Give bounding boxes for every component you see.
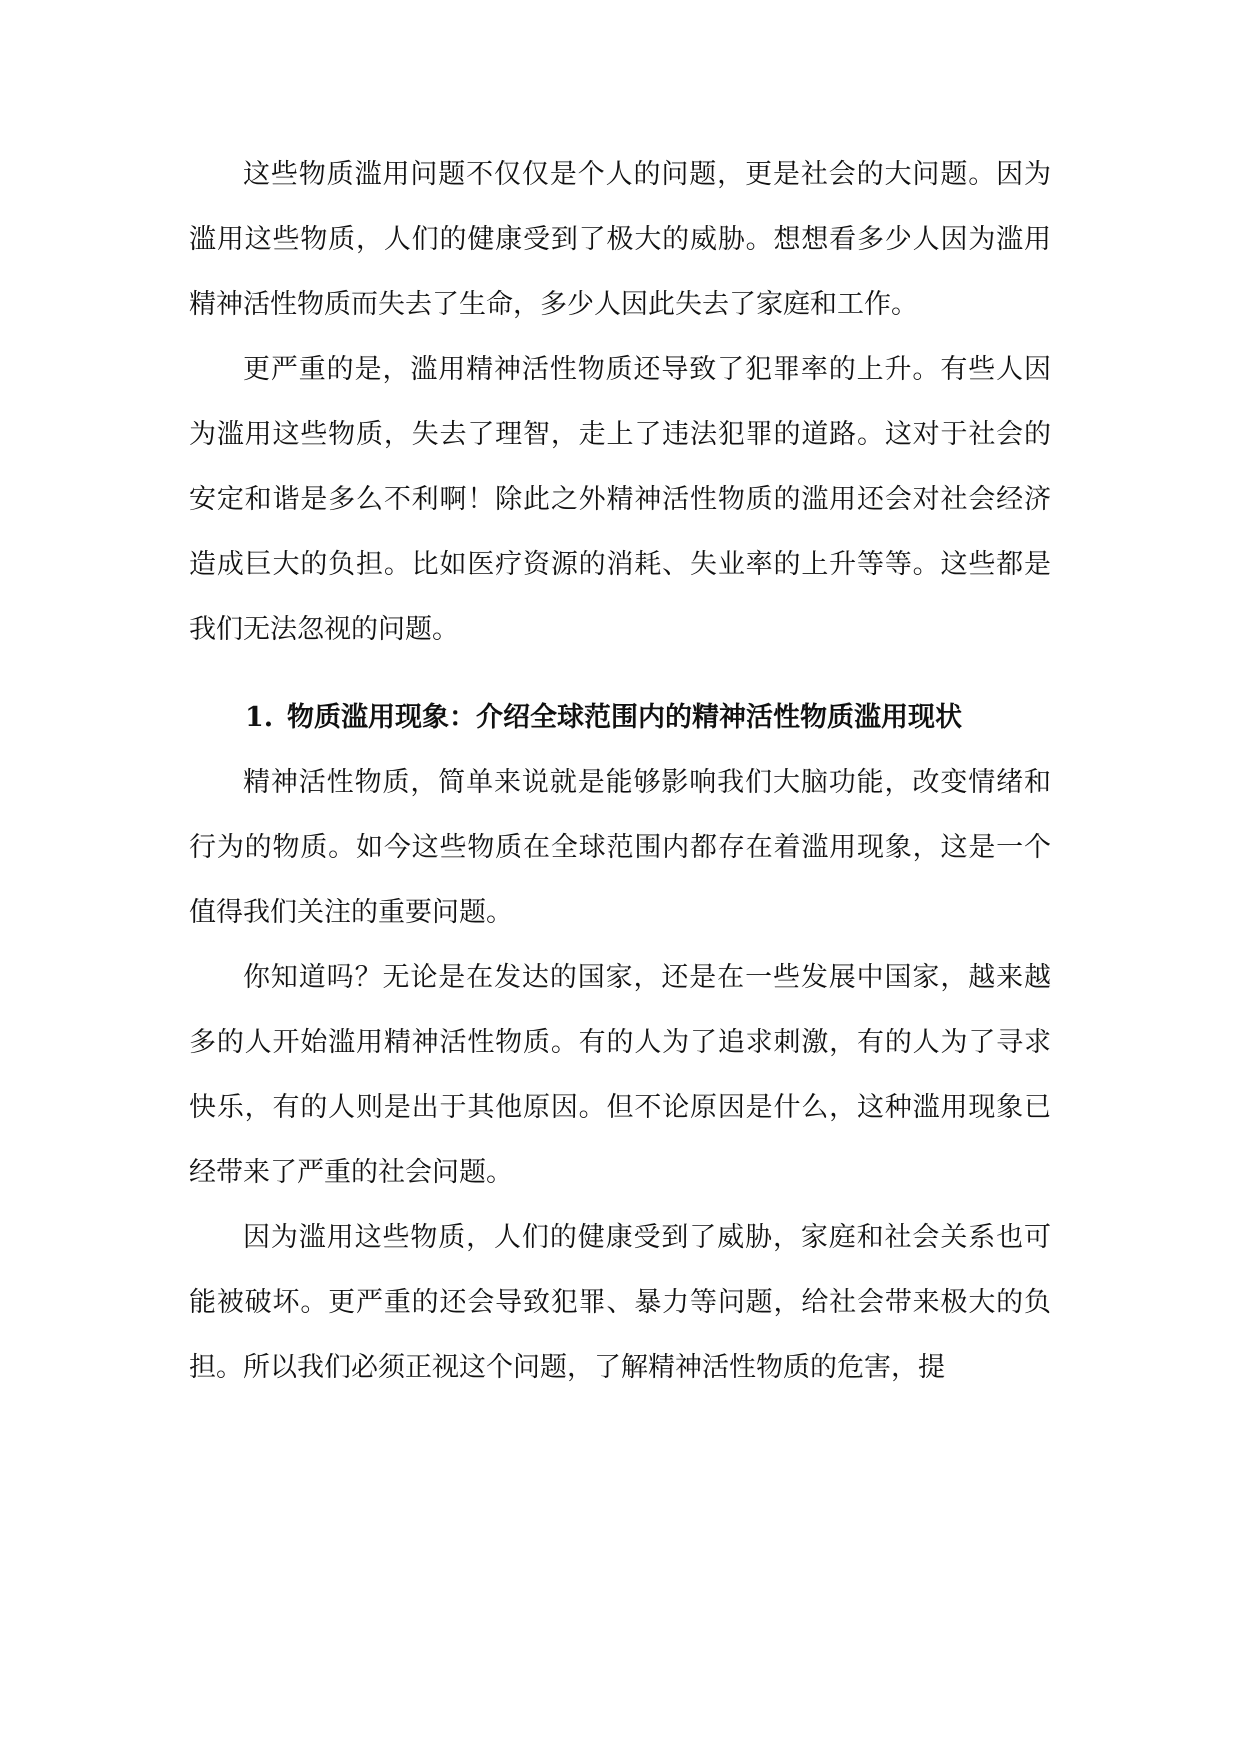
section-number: 1. (245, 702, 274, 733)
paragraph-health-threat: 这些物质滥用问题不仅仅是个人的问题，更是社会的大问题。因为滥用这些物质，人们的健康受到了极大的威胁。想想看多少人因为滥用精神活性物质而失去了生命，多少人因此失去了家庭和工作。 (189, 159, 1051, 320)
page-content (189, 142, 1051, 1400)
paragraph-definition: 精神活性物质，简单来说就是能够影响我们大脑功能，改变情绪和行为的物质。如今这些物质在全球范围内都存在着滥用现象，这是一个值得我们关注的重要问题。 (189, 767, 1051, 928)
paragraph-crime-rate: 更严重的是，滥用精神活性物质还导致了犯罪率的上升。有些人因为滥用这些物质，失去了理智，走上了违法犯罪的道路。这对于社会的安定和谐是多么不利啊！除此之外精神活性物质的滥用还会对社会经济造成巨大的负担。比如医疗资源的消耗、失业率的上升等等。这些都是我们无法忽视的问题。 (189, 354, 1051, 645)
paragraph-global-abuse: 你知道吗？无论是在发达的国家，还是在一些发展中国家，越来越多的人开始滥用精神活性物质。有的人为了追求刺激，有的人为了寻求快乐，有的人则是出于其他原因。但不论原因是什么，这种滥用现象已经带来了严重的社会问题。 (189, 962, 1051, 1188)
section-title: 物质滥用现象：介绍全球范围内的精神活性物质滥用现状 (287, 702, 962, 733)
paragraph-consequences: 因为滥用这些物质，人们的健康受到了威胁，家庭和社会关系也可能被破坏。更严重的还会导致犯罪、暴力等问题，给社会带来极大的负担。所以我们必须正视这个问题，了解精神活性物质的危害，提 (189, 1222, 1051, 1383)
section-heading (189, 685, 1051, 750)
